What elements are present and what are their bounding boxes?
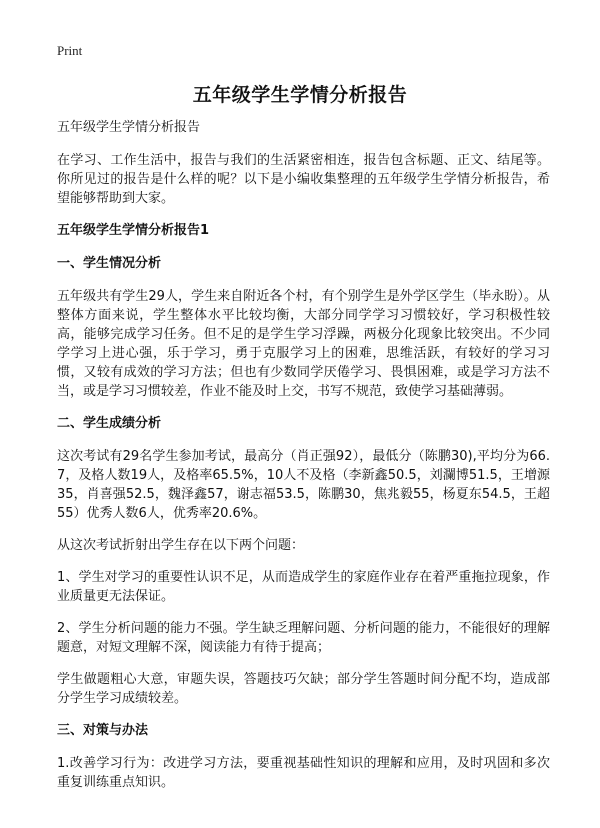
report-heading: 五年级学生学情分析报告1 — [57, 223, 210, 238]
problems-intro-paragraph: 从这次考试折射出学生存在以下两个问题： — [57, 538, 305, 553]
page-title: 五年级学生学情分析报告 — [192, 84, 408, 106]
intro-paragraph: 在学习、工作生活中，报告与我们的生活紧密相连，报告包含标题、正文、结尾等。你所见过的报告是什么样的呢？以下是小编收集整理的五年级学生学情分析报告，希望能够帮助到大家。 — [57, 153, 550, 206]
problem-2-paragraph: 2、学生分析问题的能力不强。学生缺乏理解问题、分析问题的能力，不能很好的理解题意，对短文理解不深，阅读能力有待于提高； — [57, 621, 550, 655]
document-body — [57, 118, 550, 805]
section-heading-measures: 三、对策与办法 — [57, 723, 149, 738]
problem-2-continued-paragraph: 学生做题粗心大意，审题失误，答题技巧欠缺；部分学生答题时间分配不均，造成部分学生学习成绩较差。 — [57, 672, 550, 706]
print-link[interactable]: Print — [57, 43, 83, 58]
problem-1-paragraph: 1、学生对学习的重要性认识不足，从而造成学生的家庭作业存在着严重拖拉现象，作业质量更无法保证。 — [57, 570, 550, 604]
student-situation-paragraph: 五年级共有学生29人，学生来自附近各个村，有个别学生是外学区学生（毕永盼）。从整体方面来说，学生整体水平比较均衡，大部分同学学习习惯较好，学习积极性较高，能够完成学习任务。但不足的是学生学习浮躁，两极分化现象比较突出。不少同学学习上进心强，乐于学习，勇于克服学习上的困难，思维活跃，有较好的学习习惯，又较有成效的学习方法；但也有少数同学厌倦学习、畏惧困难，或是学习方法不当，或是学习习惯较差，作业不能及时上交，书写不规范，致使学习基础薄弱。 — [57, 289, 550, 399]
measure-1-paragraph: 1.改善学习行为：改进学习方法，要重视基础性知识的理解和应用，及时巩固和多次重复训练重点知识。 — [57, 756, 550, 790]
grade-analysis-paragraph: 这次考试有29名学生参加考试，最高分（肖正强92），最低分（陈鹏30),平均分为66.7，及格人数19人，及格率65.5%，10人不及格（李新鑫50.5，刘瀾博51.5，王增源35，肖喜强52.5，魏泽鑫57，谢志福53.5，陈鹏30，焦兆毅55，杨夏东54.5，王超55）优秀人数6人，优秀率20.6%。 — [57, 449, 550, 521]
section-heading-student-situation: 一、学生情况分析 — [57, 256, 162, 271]
section-heading-grade-analysis: 二、学生成绩分析 — [57, 416, 162, 431]
document-subtitle: 五年级学生学情分析报告 — [57, 120, 201, 135]
